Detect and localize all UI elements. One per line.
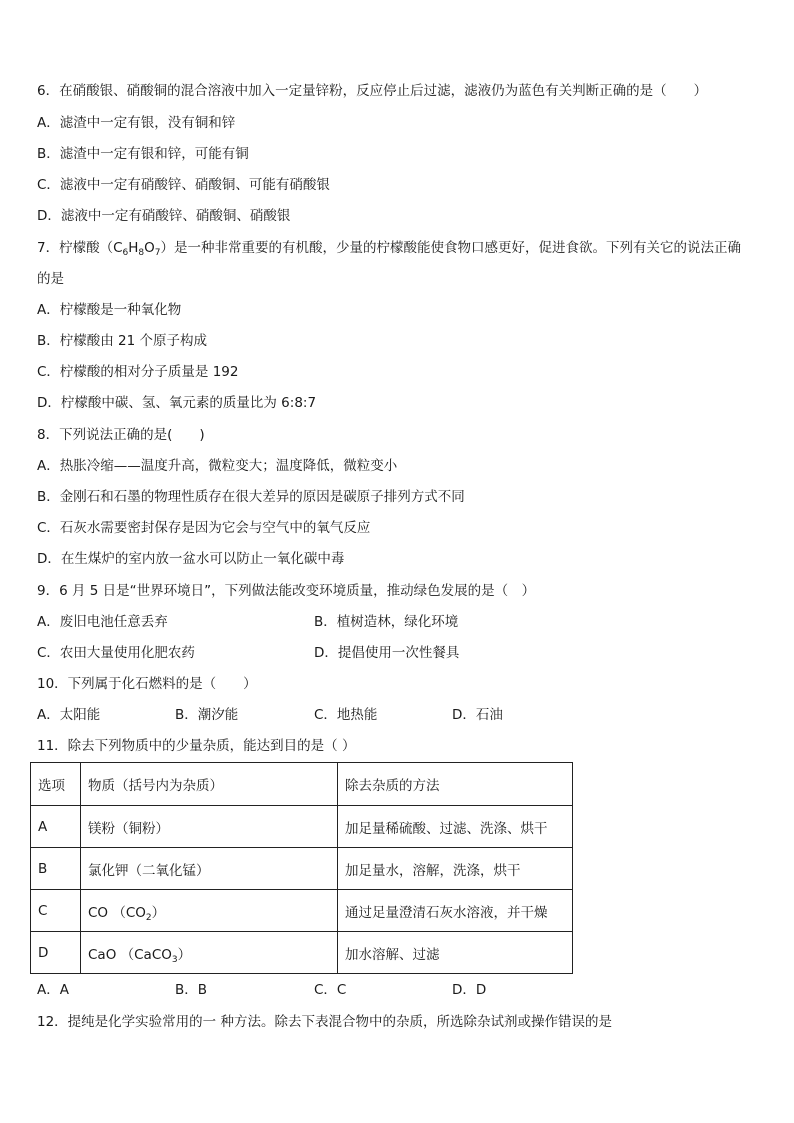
q10-option-d: D．石油 bbox=[452, 707, 503, 723]
q7-option-d: D．柠檬酸中碳、氢、氧元素的质量比为 6:8:7 bbox=[37, 395, 317, 411]
q10-stem: 10．下列属于化石燃料的是（ ） bbox=[37, 676, 257, 692]
row-c-substance-main: CO （CO bbox=[88, 904, 146, 921]
row-b-option: B bbox=[31, 848, 81, 890]
q7-stem-line2: 的是 bbox=[37, 271, 64, 287]
q12-stem: 12．提纯是化学实验常用的一 种方法。除去下表混合物中的杂质，所选除杂试剂或操作错误的是 bbox=[37, 1014, 612, 1030]
q7-option-b: B．柠檬酸由 21 个原子构成 bbox=[37, 333, 208, 349]
q8-stem: 8．下列说法正确的是( ) bbox=[37, 427, 205, 443]
q11-option-c: C．C bbox=[314, 982, 347, 998]
table-row bbox=[31, 890, 573, 932]
row-c-option: C bbox=[31, 890, 81, 932]
q9-option-b: B．植树造林，绿化环境 bbox=[314, 614, 459, 630]
q7-formula-h: H bbox=[128, 240, 139, 256]
q9-option-c: C．农田大量使用化肥农药 bbox=[37, 645, 195, 661]
q9-option-d: D．提倡使用一次性餐具 bbox=[314, 645, 460, 661]
q7-stem-after: ）是一种非常重要的有机酸，少量的柠檬酸能使食物口感更好，促进食欲。下列有关它的说法正确 bbox=[160, 240, 742, 256]
table-row bbox=[31, 932, 573, 974]
header-option: 选项 bbox=[31, 763, 81, 806]
q7-option-c: C．柠檬酸的相对分子质量是 192 bbox=[37, 364, 239, 380]
table-row bbox=[31, 848, 573, 890]
q8-option-d: D．在生煤炉的室内放一盆水可以防止一氧化碳中毒 bbox=[37, 551, 345, 567]
q7-stem-before: 7．柠檬酸（C bbox=[37, 240, 123, 256]
q7-formula-sub-h: 8 bbox=[138, 248, 145, 258]
q11-option-a: A．A bbox=[37, 982, 69, 998]
row-a-option: A bbox=[31, 806, 81, 848]
row-d-option: D bbox=[31, 932, 81, 974]
row-b-substance: 氯化钾（二氧化锰） bbox=[81, 848, 338, 890]
q7-formula-sub-o: 7 bbox=[154, 248, 161, 258]
q9-stem: 9．6 月 5 日是“世界环境日”，下列做法能改变环境质量，推动绿色发展的是（ ） bbox=[37, 583, 536, 599]
row-c-substance bbox=[81, 890, 338, 932]
table-header-row bbox=[31, 763, 573, 806]
q8-option-a: A．热胀冷缩——温度升高，微粒变大；温度降低，微粒变小 bbox=[37, 458, 398, 474]
row-d-substance-main: CaO （CaCO bbox=[88, 946, 172, 963]
q7-option-a: A．柠檬酸是一种氧化物 bbox=[37, 302, 182, 318]
q6-option-b: B．滤渣中一定有银和锌，可能有铜 bbox=[37, 146, 249, 162]
row-c-method: 通过足量澄清石灰水溶液，并干燥 bbox=[338, 890, 573, 932]
header-substance: 物质（括号内为杂质） bbox=[81, 763, 338, 806]
table-row bbox=[31, 806, 573, 848]
q7-stem bbox=[37, 239, 741, 257]
q9-option-a: A．废旧电池任意丢弃 bbox=[37, 614, 168, 630]
q7-formula-sub-c: 6 bbox=[122, 248, 129, 258]
q6-option-d: D．滤液中一定有硝酸锌、硝酸铜、硝酸银 bbox=[37, 208, 291, 224]
row-d-substance-sub: 3 bbox=[171, 954, 178, 965]
q10-option-c: C．地热能 bbox=[314, 707, 378, 723]
q6-stem: 6．在硝酸银、硝酸铜的混合溶液中加入一定量锌粉，反应停止后过滤，滤液仍为蓝色有关判断正确的是（ ） bbox=[37, 83, 708, 99]
q11-option-d: D．D bbox=[452, 982, 487, 998]
q11-table bbox=[30, 762, 573, 974]
q7-formula-o: O bbox=[144, 240, 155, 256]
q10-option-b: B．潮汐能 bbox=[175, 707, 239, 723]
row-d-substance bbox=[81, 932, 338, 974]
q8-option-b: B．金刚石和石墨的物理性质存在很大差异的原因是碳原子排列方式不同 bbox=[37, 489, 465, 505]
row-d-method: 加水溶解、过滤 bbox=[338, 932, 573, 974]
row-b-method: 加足量水，溶解，洗涤，烘干 bbox=[338, 848, 573, 890]
q6-option-c: C．滤液中一定有硝酸锌、硝酸铜、可能有硝酸银 bbox=[37, 177, 330, 193]
q10-option-a: A．太阳能 bbox=[37, 707, 101, 723]
header-method: 除去杂质的方法 bbox=[338, 763, 573, 806]
q6-option-a: A．滤渣中一定有银，没有铜和锌 bbox=[37, 115, 236, 131]
row-a-method: 加足量稀硫酸、过滤、洗涤、烘干 bbox=[338, 806, 573, 848]
row-c-substance-sub: 2 bbox=[145, 912, 152, 923]
row-a-substance: 镁粉（铜粉） bbox=[81, 806, 338, 848]
q11-stem: 11．除去下列物质中的少量杂质，能达到目的是（ ） bbox=[37, 738, 356, 754]
row-c-substance-close: ） bbox=[151, 904, 166, 921]
q11-option-b: B．B bbox=[175, 982, 208, 998]
row-d-substance-close: ） bbox=[177, 946, 192, 963]
q8-option-c: C．石灰水需要密封保存是因为它会与空气中的氧气反应 bbox=[37, 520, 371, 536]
